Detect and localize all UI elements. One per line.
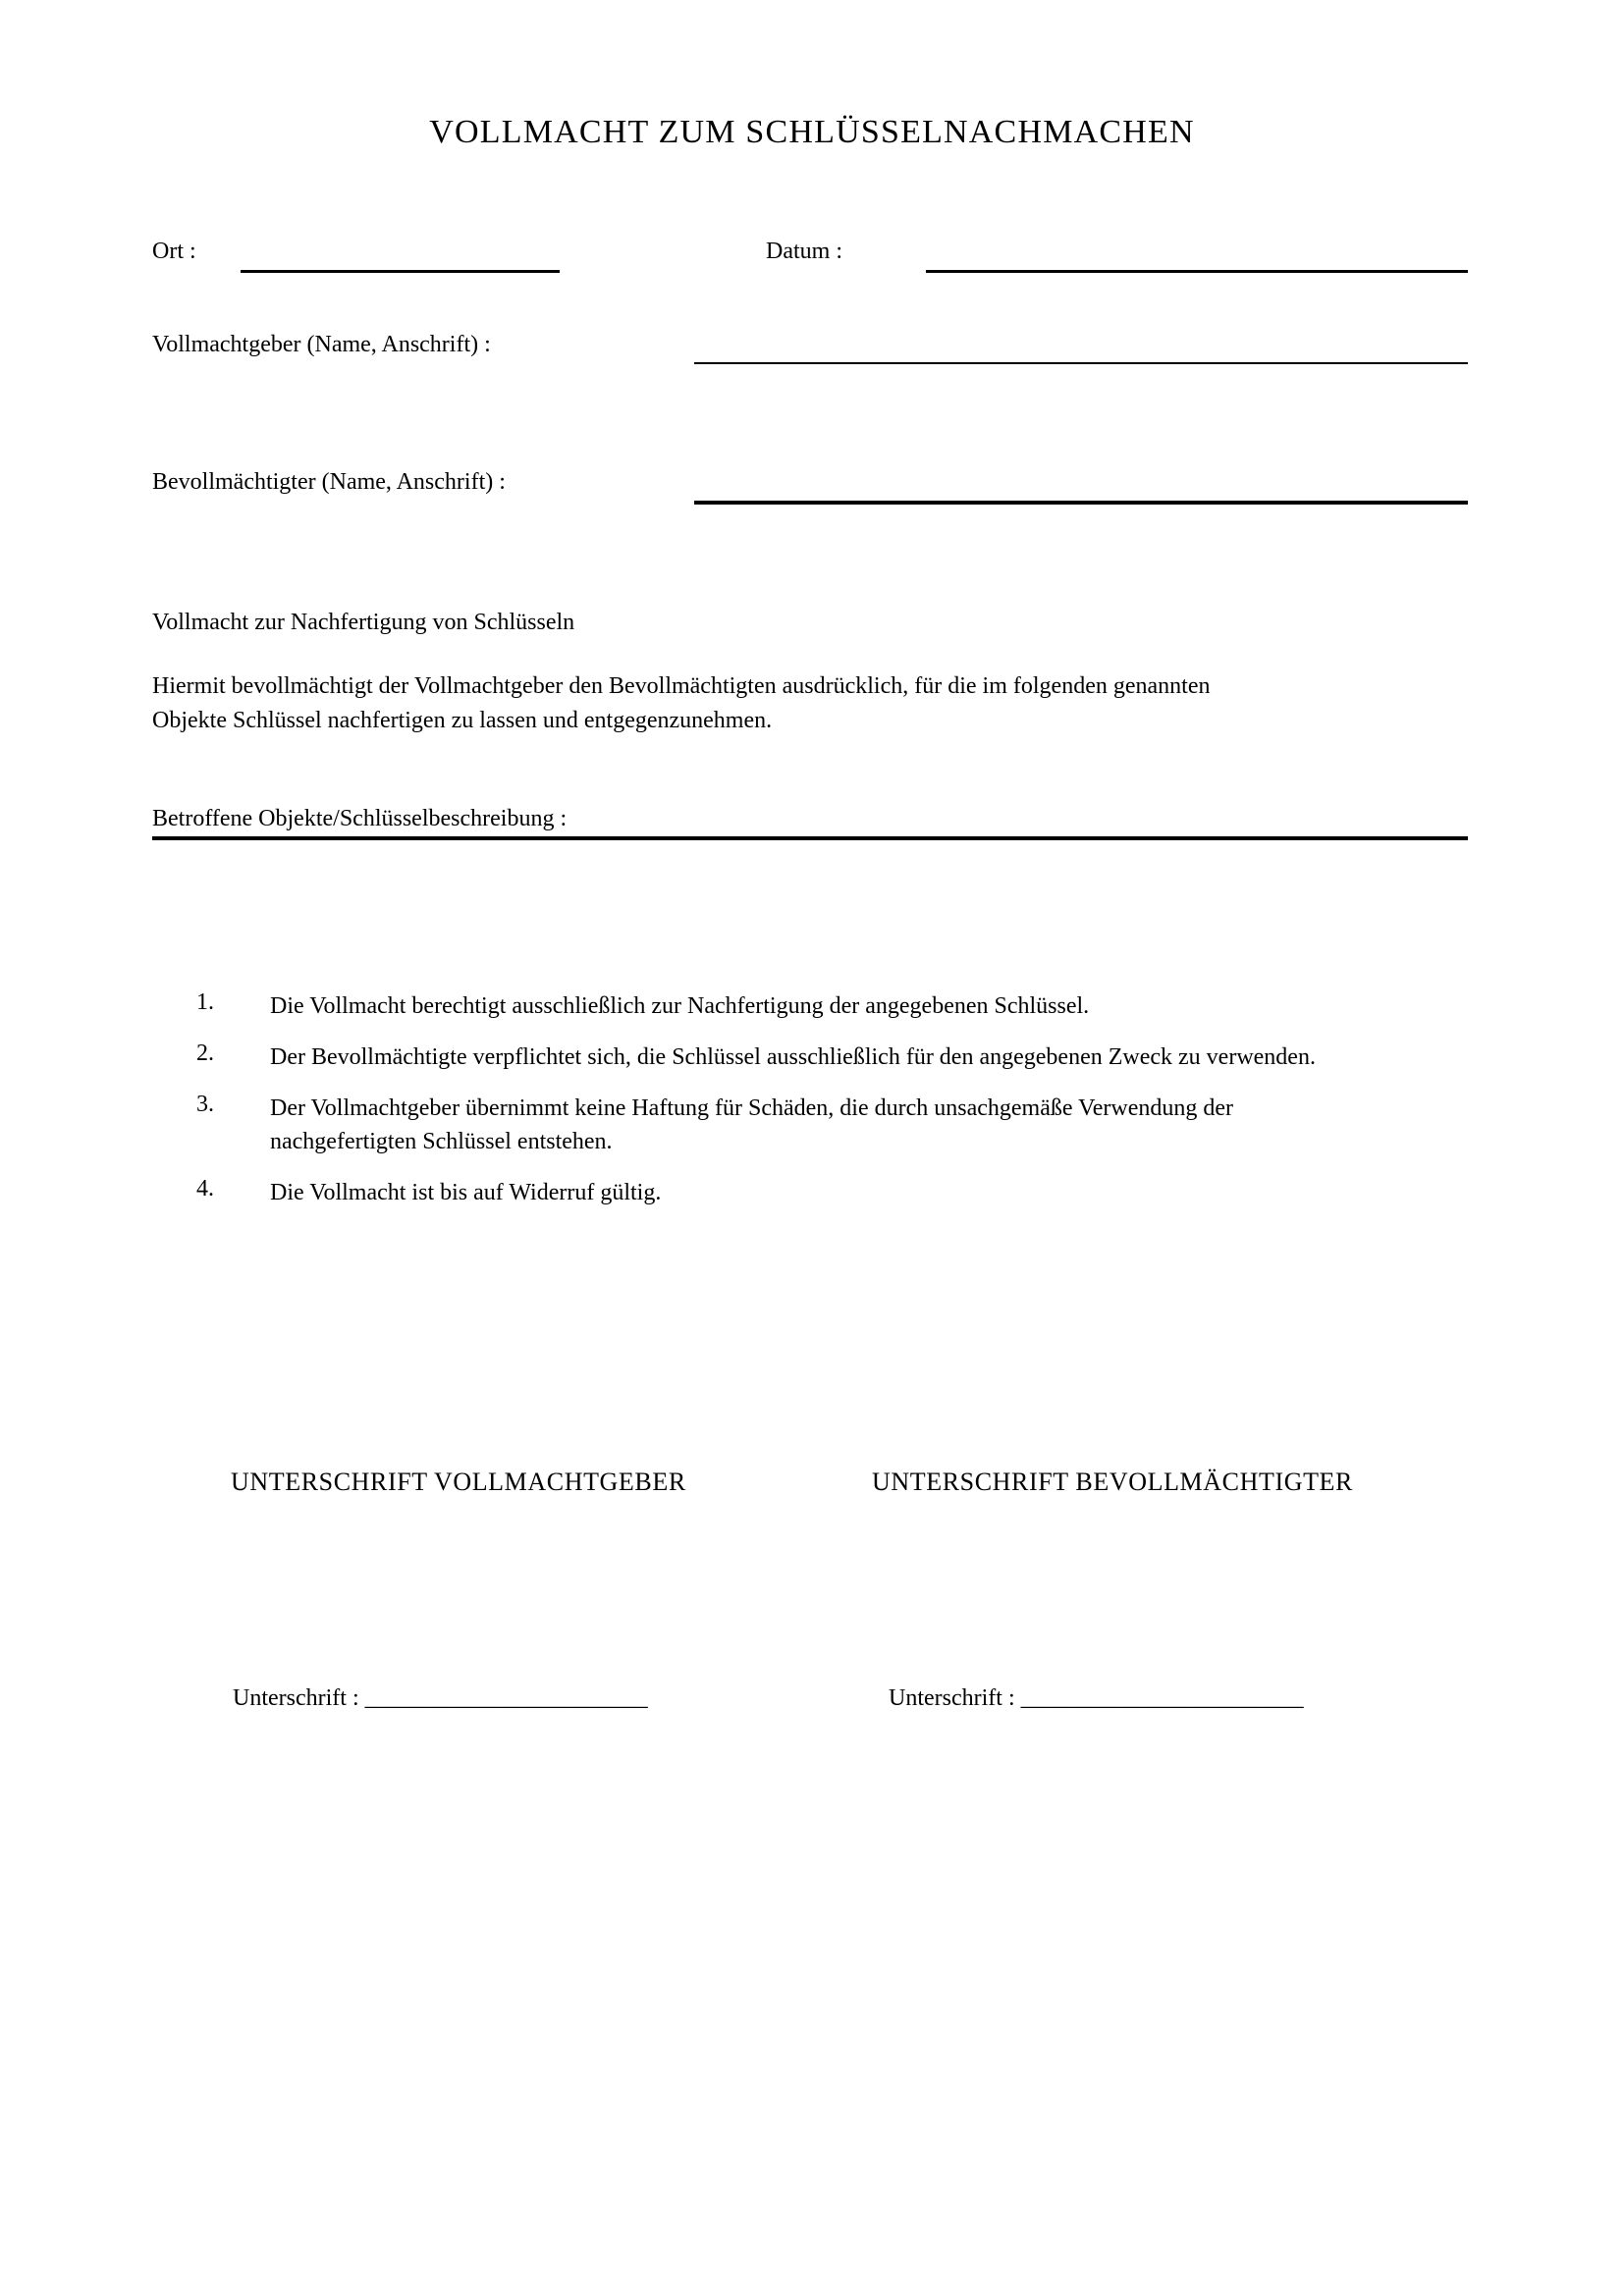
list-item-text: Die Vollmacht berechtigt ausschließlich zur Nachfertigung der angegebenen Schlüssel. [270, 993, 1090, 1019]
list-item-number: 3. [196, 1091, 214, 1117]
list-item [152, 1176, 1473, 1210]
list-item-number: 4. [196, 1176, 214, 1202]
terms-list [152, 989, 1473, 1227]
agent-field-label: Bevollmächtigter (Name, Anschrift) : [152, 469, 506, 495]
purpose-paragraph-line-2: Objekte Schlüssel nachfertigen zu lassen und entgegenzunehmen. [152, 707, 773, 733]
list-item-text: Die Vollmacht ist bis auf Widerruf gültig. [270, 1180, 662, 1206]
agent-signature-heading: UNTERSCHRIFT BEVOLLMÄCHTIGTER [872, 1468, 1353, 1496]
list-item-text: Der Bevollmächtigte verpflichtet sich, die Schlüssel ausschließlich für den angegebenen Zweck zu verwenden. [270, 1043, 1316, 1070]
page-title: VOLLMACHT ZUM SCHLÜSSELNACHMACHEN [429, 114, 1195, 150]
list-item [152, 1041, 1473, 1075]
grantor-signature-heading: UNTERSCHRIFT VOLLMACHTGEBER [231, 1468, 686, 1496]
objects-section-heading: Betroffene Objekte/Schlüsselbeschreibung : [152, 806, 568, 831]
date-field-label: Datum : [766, 239, 842, 264]
purpose-heading: Vollmacht zur Nachfertigung von Schlüsseln [152, 610, 575, 635]
grantor-field-label: Vollmachtgeber (Name, Anschrift) : [152, 332, 491, 357]
list-item-number: 1. [196, 989, 214, 1015]
list-item [152, 1092, 1473, 1160]
list-item-number: 2. [196, 1040, 214, 1066]
objects-description-input-line[interactable] [152, 836, 1468, 840]
grantor-signature-line[interactable]: Unterschrift : ________________________ [233, 1685, 648, 1711]
purpose-paragraph-line-1: Hiermit bevollmächtigt der Vollmachtgeber den Bevollmächtigten ausdrücklich, für die im folgenden genannten [152, 673, 1211, 699]
agent-signature-line[interactable]: Unterschrift : ________________________ [889, 1685, 1304, 1711]
place-field-label: Ort : [152, 239, 196, 264]
grantor-input-line[interactable] [694, 362, 1468, 364]
place-input-line[interactable] [241, 270, 560, 273]
list-item-text: Der Vollmachtgeber übernimmt keine Haftung für Schäden, die durch unsachgemäße Verwendung der nachgefertigten Schlüssel entstehen. [270, 1095, 1234, 1155]
agent-input-line[interactable] [694, 501, 1468, 505]
date-input-line[interactable] [926, 270, 1468, 273]
list-item [152, 989, 1473, 1024]
